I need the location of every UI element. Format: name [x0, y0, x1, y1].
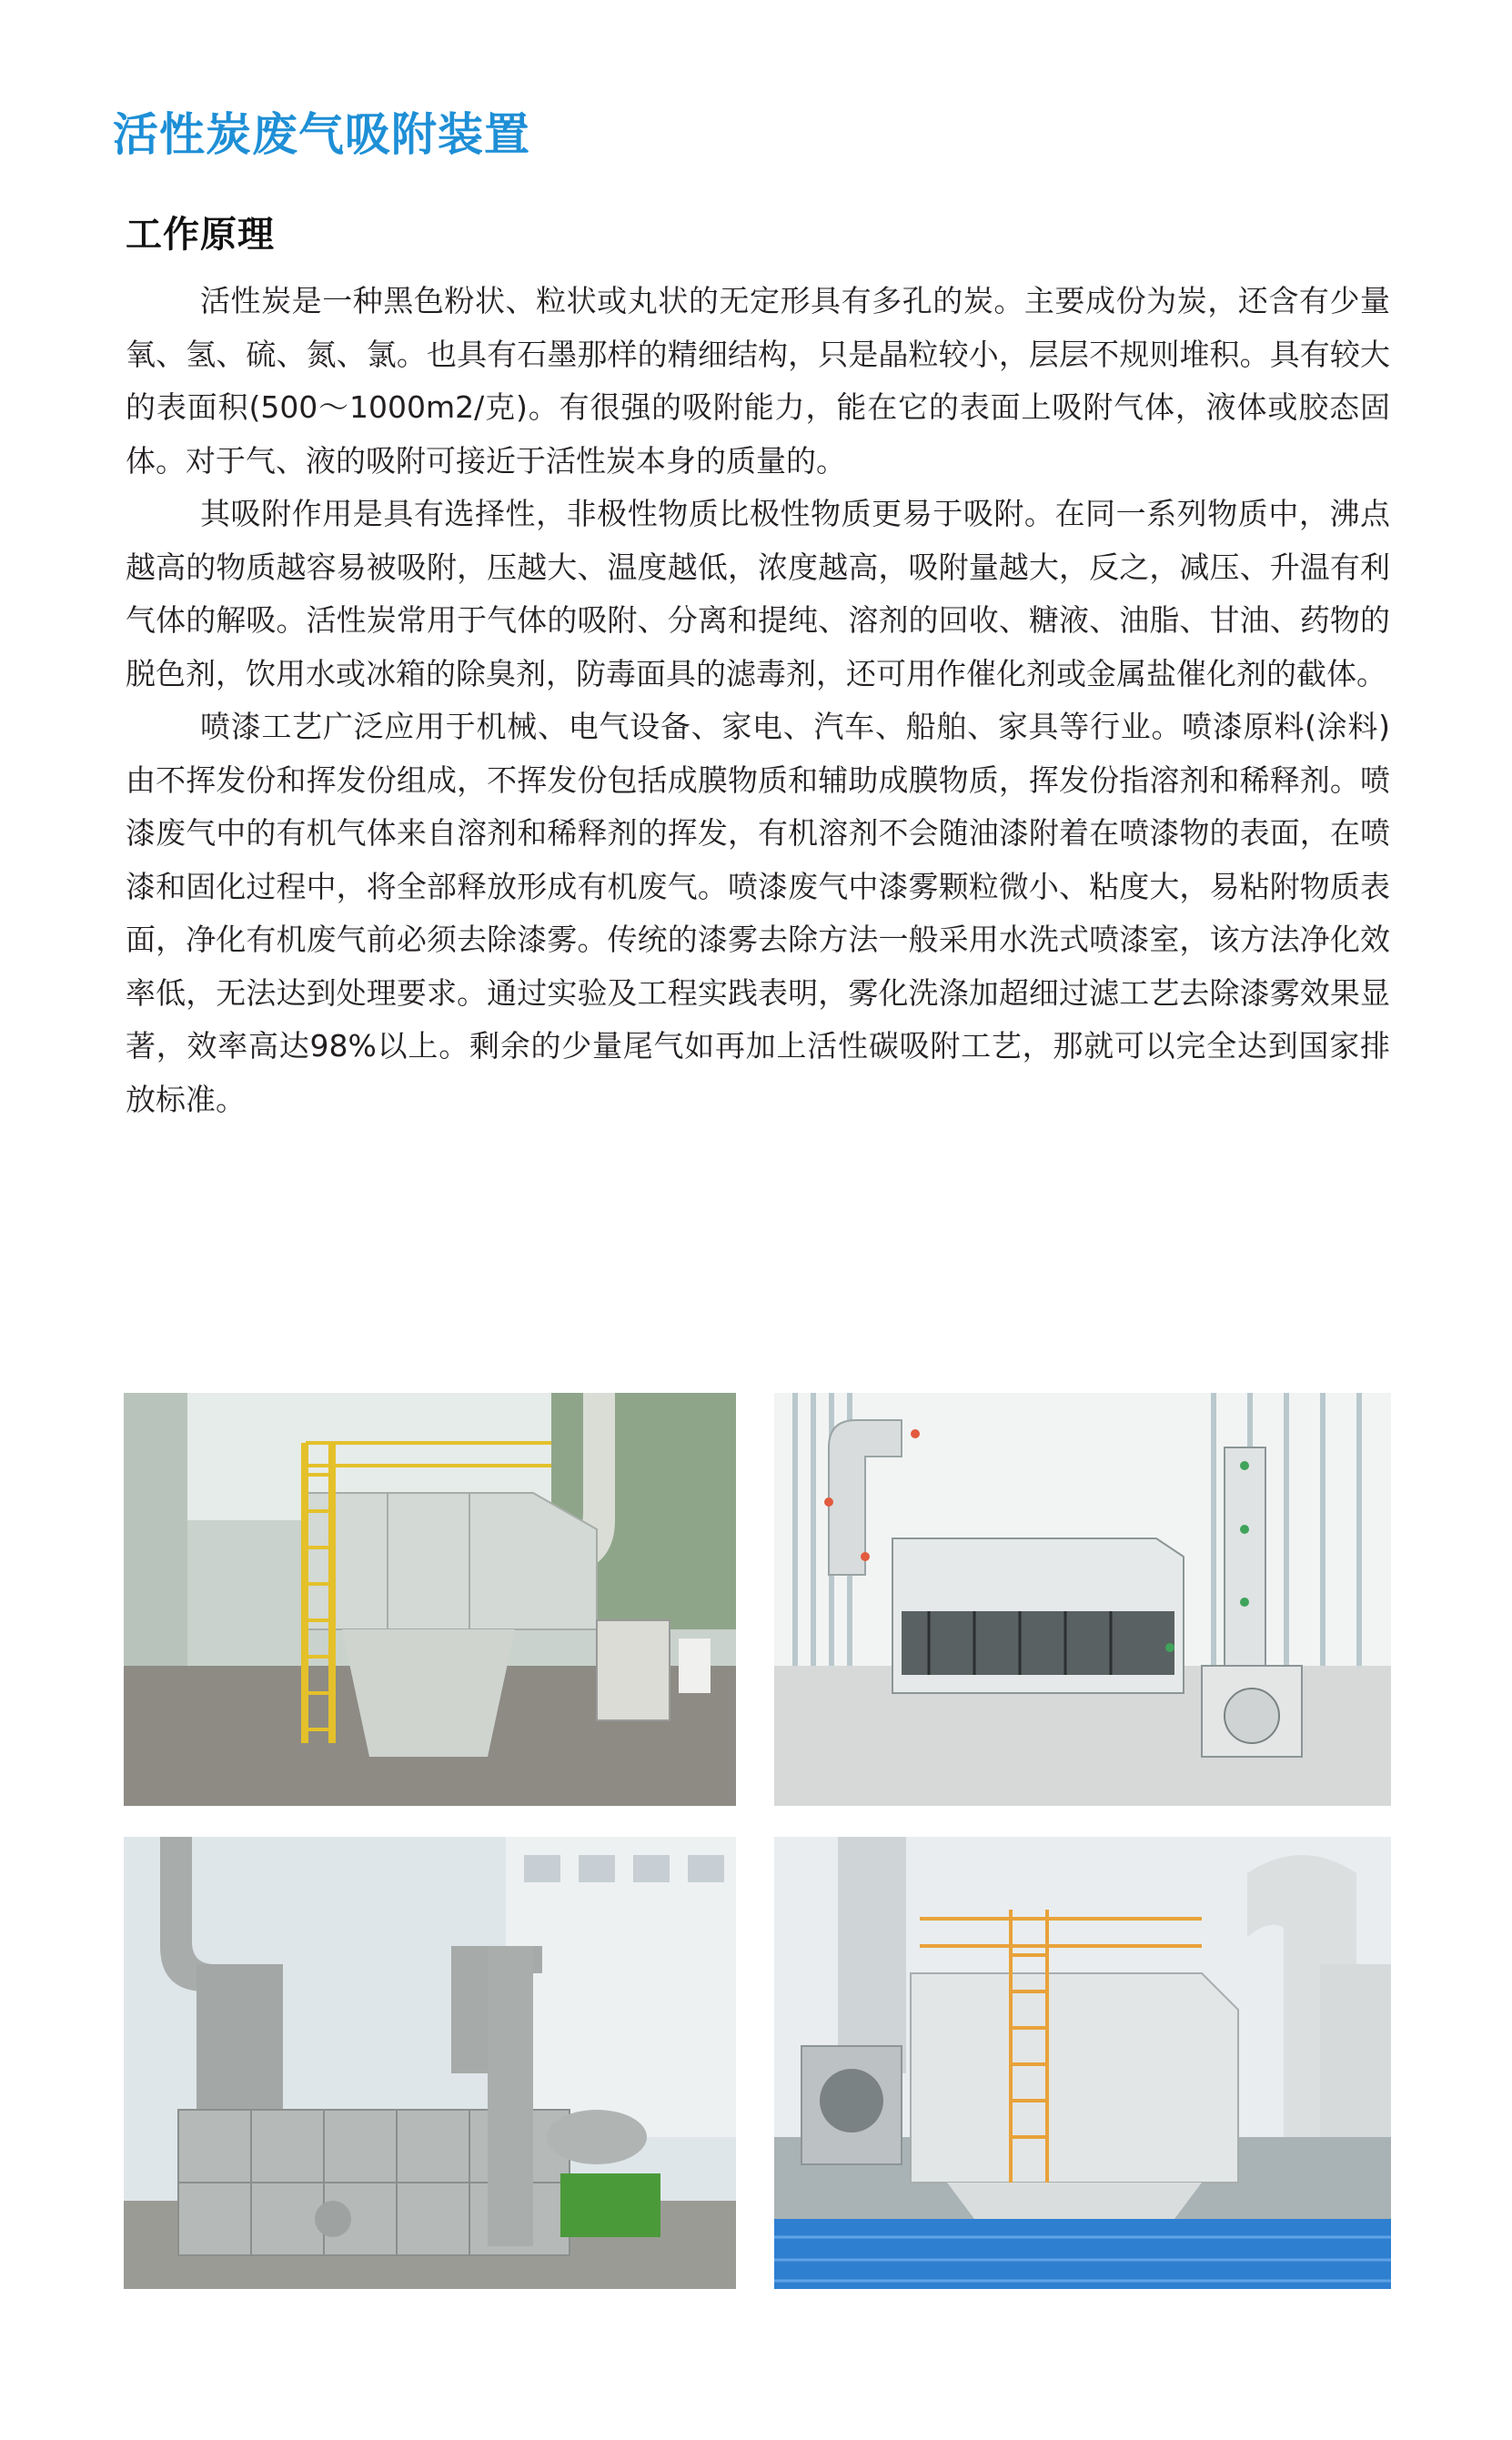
section-heading: 工作原理 — [126, 214, 275, 256]
paragraph-1: 活性炭是一种黑色粉状、粒状或丸状的无定形具有多孔的炭。主要成份为炭，还含有少量氧、氢、硫、氮、氯。也具有石墨那样的精细结构，只是晶粒较小，层层不规则堆积。具有较大的表面积(500～1000m2/克)。有很强的吸附能力，能在它的表面上吸附气体，液体或胶态固体。对于气、液的吸附可接近于活性炭本身的质量的。 — [126, 283, 1390, 479]
paragraph-2: 其吸附作用是具有选择性，非极性物质比极性物质更易于吸附。在同一系列物质中，沸点越高的物质越容易被吸附，压越大、温度越低，浓度越高，吸附量越大，反之，减压、升温有利气体的解吸。活性炭常用于气体的吸附、分离和提纯、溶剂的回收、糖液、油脂、甘油、药物的脱色剂，饮用水或冰箱的除臭剂，防毒面具的滤毒剂，还可用作催化剂或金属盐催化剂的截体。 — [126, 496, 1390, 691]
page-title: 活性炭废气吸附装置 — [113, 108, 530, 161]
body-text — [126, 275, 1390, 1126]
photo-adsorption-unit-yellow-ladder — [124, 1393, 736, 1806]
photo-grey-tank-ducts — [124, 1837, 736, 2289]
paragraph-3: 喷漆工艺广泛应用于机械、电气设备、家电、汽车、船舶、家具等行业。喷漆原料(涂料)由不挥发份和挥发份组成，不挥发份包括成膜物质和辅助成膜物质，挥发份指溶剂和稀释剂。喷漆废气中的有机气体来自溶剂和稀释剂的挥发，有机溶剂不会随油漆附着在喷漆物的表面，在喷漆和固化过程中，将全部释放形成有机废气。喷漆废气中漆雾颗粒微小、粘度大，易粘附物质表面，净化有机废气前必须去除漆雾。传统的漆雾去除方法一般采用水洗式喷漆室，该方法净化效率低，无法达到处理要求。通过实验及工程实践表明，雾化洗涤加超细过滤工艺去除漆雾效果显著，效率高达98%以上。剩余的少量尾气如再加上活性碳吸附工艺，那就可以完全达到国家排放标准。 — [126, 709, 1390, 1117]
photo-white-unit-blue-roof — [774, 1837, 1391, 2289]
photo-system-illustration — [774, 1393, 1391, 1806]
